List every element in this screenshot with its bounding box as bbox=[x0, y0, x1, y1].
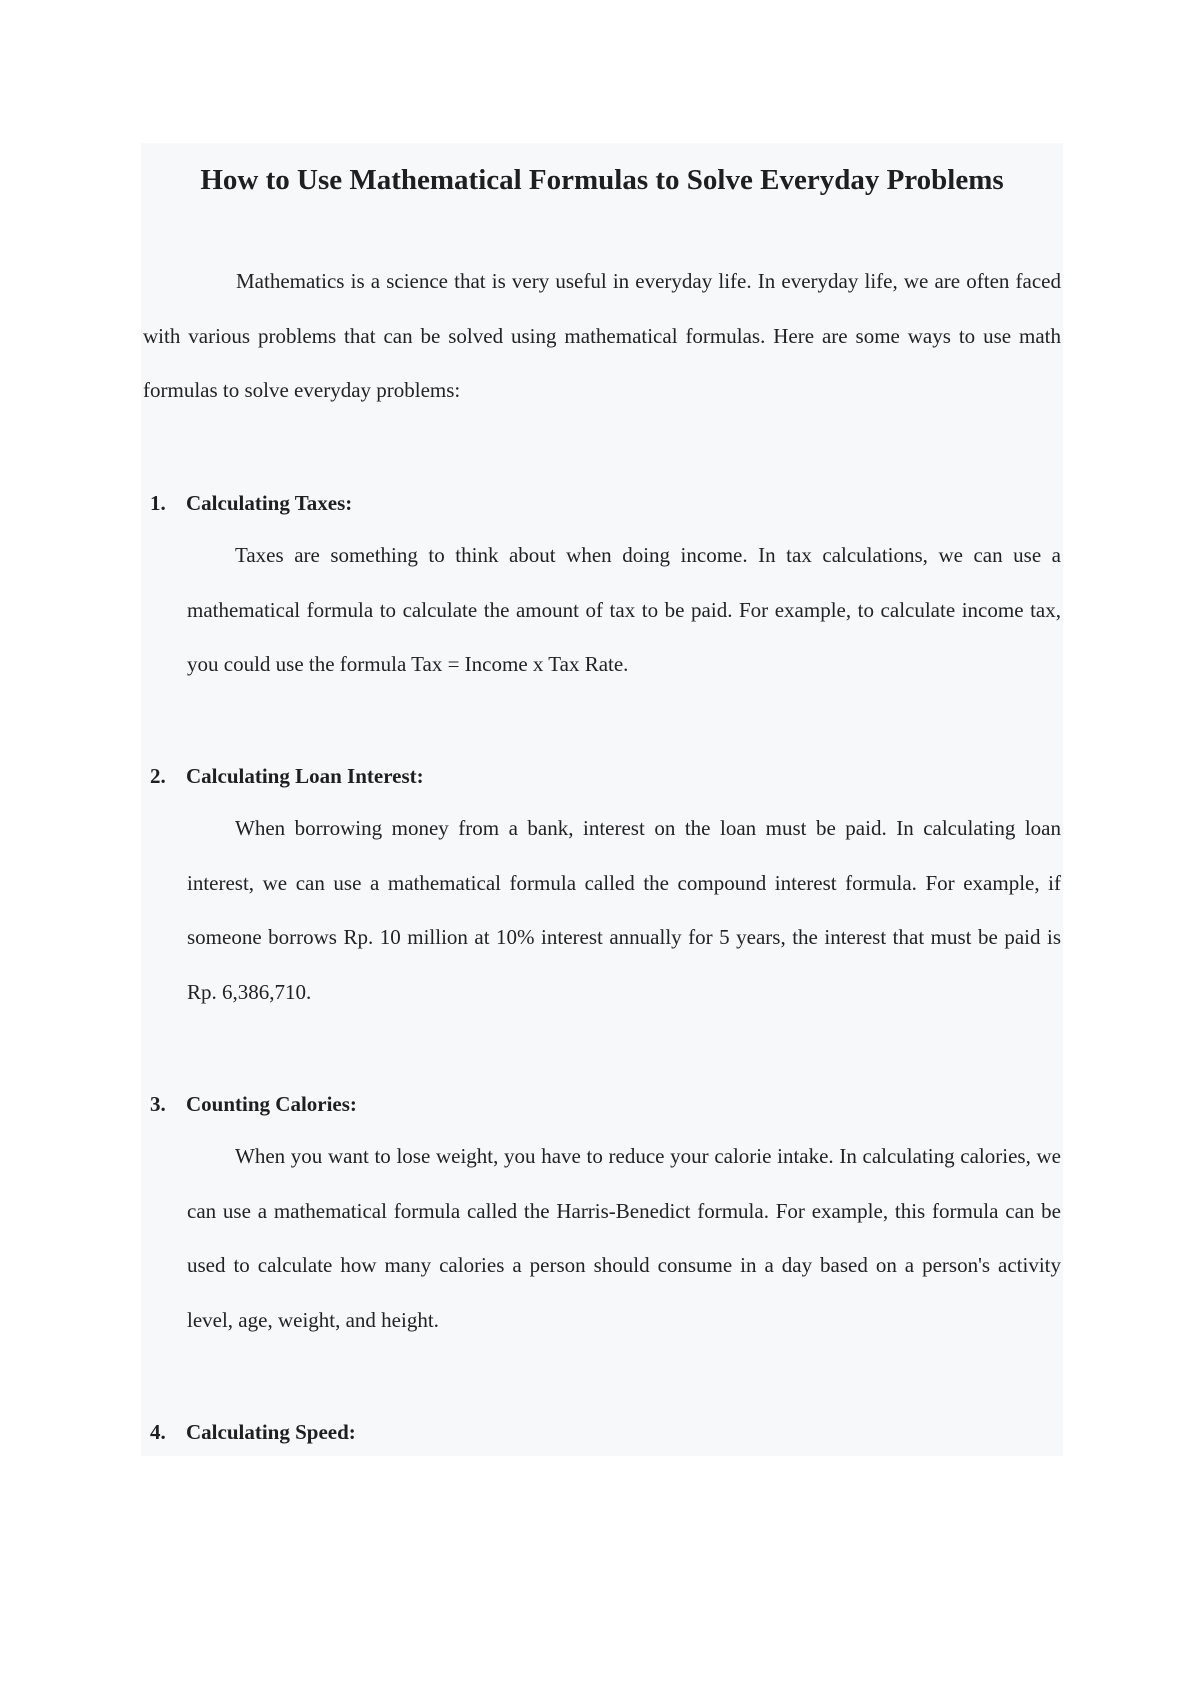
document-page bbox=[141, 143, 1063, 1456]
section-title: Counting Calories: bbox=[186, 1092, 357, 1116]
section-number: 2. bbox=[150, 764, 166, 788]
section-number: 4. bbox=[150, 1420, 166, 1444]
section-title: Calculating Speed: bbox=[186, 1420, 356, 1444]
section-body-loan-interest: When borrowing money from a bank, interest on the loan must be paid. In calculating loan interest, we can use a mathematical formula called the compound interest formula. For example, if someone borrows Rp. 10 million at 10% interest annually for 5 years, the interest that must be paid is Rp. 6,386,710. bbox=[187, 816, 1061, 1004]
section-heading-loan-interest bbox=[150, 761, 424, 791]
section-title: Calculating Loan Interest: bbox=[186, 764, 424, 788]
section-number: 1. bbox=[150, 491, 166, 515]
page-title: How to Use Mathematical Formulas to Solve Everyday Problems bbox=[200, 164, 1004, 196]
intro-paragraph: Mathematics is a science that is very useful in everyday life. In everyday life, we are often faced with various problems that can be solved using mathematical formulas. Here are some ways to use math formulas to solve everyday problems: bbox=[143, 269, 1061, 402]
section-body-calories: When you want to lose weight, you have to reduce your calorie intake. In calculating calories, we can use a mathematical formula called the Harris-Benedict formula. For example, this formula can be used to calculate how many calories a person should consume in a day based on a person's activity level, age, weight, and height. bbox=[187, 1144, 1061, 1332]
section-number: 3. bbox=[150, 1092, 166, 1116]
section-heading-calories bbox=[150, 1089, 357, 1119]
section-body-taxes: Taxes are something to think about when doing income. In tax calculations, we can use a mathematical formula to calculate the amount of tax to be paid. For example, to calculate income tax, you could use the formula Tax = Income x Tax Rate. bbox=[187, 543, 1061, 676]
section-heading-speed bbox=[150, 1417, 356, 1447]
section-heading-taxes bbox=[150, 488, 352, 518]
section-title: Calculating Taxes: bbox=[186, 491, 353, 515]
